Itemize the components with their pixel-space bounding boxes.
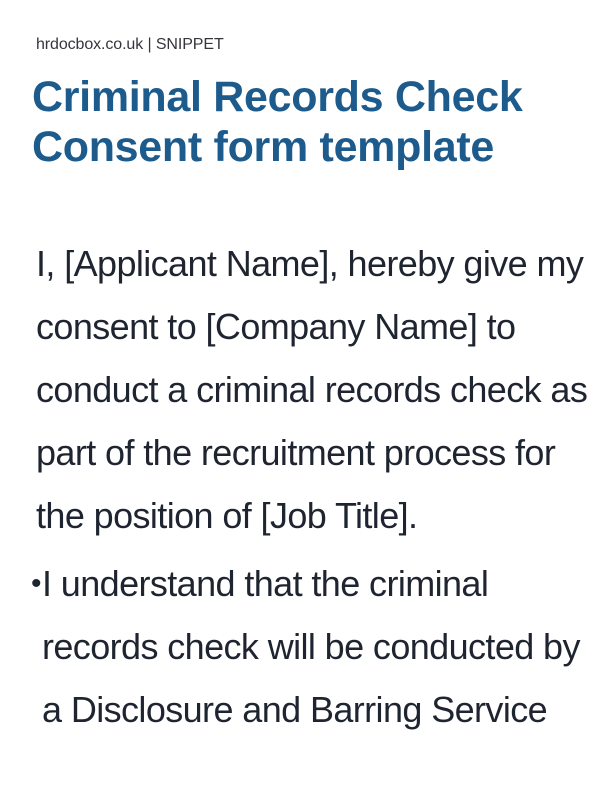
- paragraph-line: consent to [Company Name] to: [36, 306, 516, 347]
- site-snippet-label: hrdocbox.co.uk | SNIPPET: [36, 36, 224, 53]
- bullet-list-item: [31, 552, 580, 741]
- paragraph-line: the position of [Job Title].: [36, 495, 418, 536]
- paragraph-line: conduct a criminal records check as: [36, 369, 588, 410]
- page-title-line-2: Consent form template: [32, 123, 494, 171]
- paragraph-line: I, [Applicant Name], hereby give my: [36, 243, 584, 284]
- bullet-text: [42, 552, 580, 741]
- bullet-text-line: a Disclosure and Barring Service: [42, 689, 548, 730]
- paragraph-line: part of the recruitment process for: [36, 432, 556, 473]
- bullet-text-line: I understand that the criminal: [42, 563, 489, 604]
- page-title-line-1: Criminal Records Check: [32, 73, 523, 121]
- page-title: [32, 72, 522, 172]
- bullet-text-line: records check will be conducted by: [42, 626, 580, 667]
- bullet-marker-icon: •: [31, 567, 42, 600]
- consent-paragraph: [36, 232, 587, 547]
